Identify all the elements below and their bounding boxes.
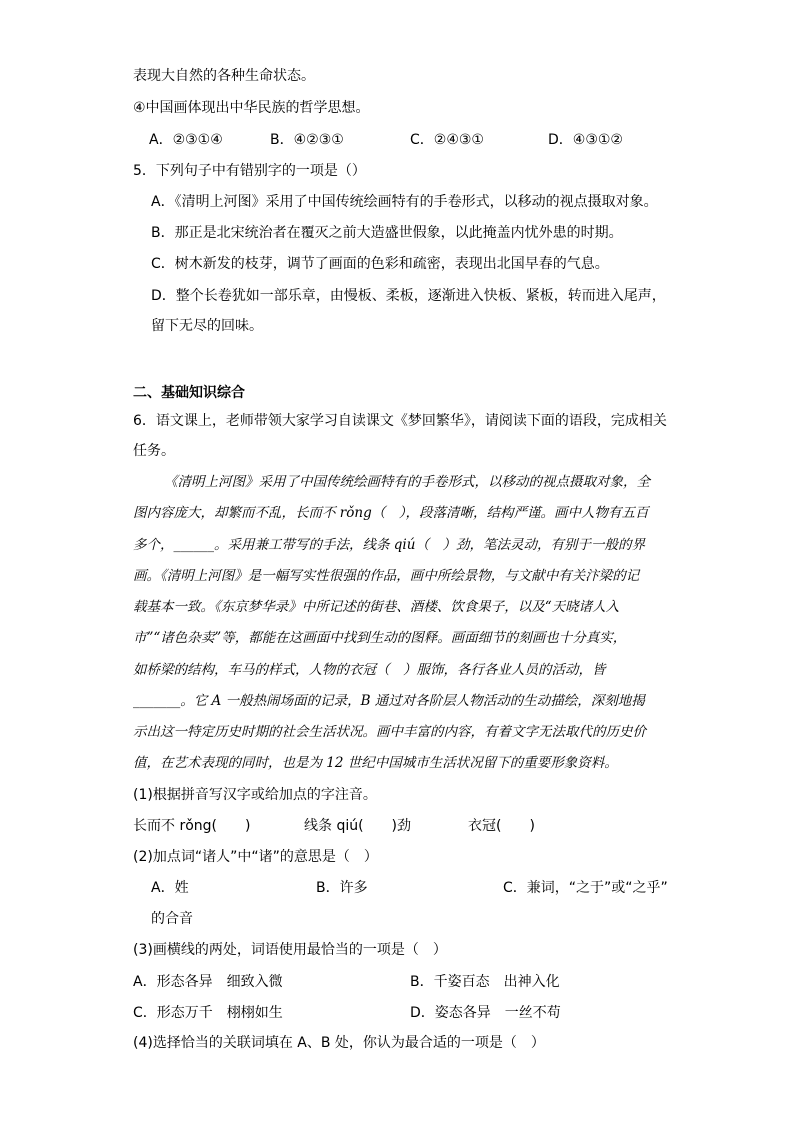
subquestion-2-option-c-continued: 的合音: [151, 911, 193, 927]
question-5-option-d-continued: 留下无尽的回味。: [151, 318, 263, 334]
passage-line: 示出这一特定历史时期的社会生活状况。画中丰富的内容，有着文字无法取代的历史价: [133, 724, 646, 740]
passage-line: 值，在艺术表现的同时，也是为 12 世纪中国城市生活状况留下的重要形象资料。: [133, 755, 618, 771]
subquestion-4: (4)选择恰当的关联词填在 A、B 处，你认为最合适的一项是（ ）: [133, 1035, 545, 1051]
passage-line: 载基本一致。《东京梦华录》中所记述的街巷、酒楼、饮食果子，以及“天晓诸人入: [133, 599, 620, 615]
subquestion-3-option-c: C．形态万千 栩栩如生: [133, 1005, 283, 1021]
pinyin-item: 线条 qiú( )劲: [304, 818, 412, 834]
passage-line: _______。它 A 一般热闹场面的记录，B 通过对各阶层人物活动的生动描绘，深刻地揭: [133, 693, 645, 709]
continued-text-line: ④中国画体现出中华民族的哲学思想。: [133, 100, 370, 116]
question-5-option-b: B．那正是北宋统治者在覆灭之前大造盛世假象，以此掩盖内忧外患的时期。: [151, 225, 623, 241]
passage-line: 《清明上河图》采用了中国传统绘画特有的手卷形式，以移动的视点摄取对象，全: [164, 474, 650, 490]
subquestion-3-option-b: B．千姿百态 出神入化: [410, 974, 560, 990]
subquestion-1: (1)根据拼音写汉字或给加点的字注音。: [133, 787, 377, 803]
passage-line: 如桥梁的结构，车马的样式，人物的衣冠（ ）服饰，各行各业人员的活动，皆: [133, 662, 606, 678]
option-a: A．②③①④: [149, 132, 223, 148]
question-6-stem: 6．语文课上，老师带领大家学习自读课文《梦回繁华》，请阅读下面的语段，完成相关: [133, 413, 667, 429]
subquestion-2: (2)加点词“诸人”中“诸”的意思是（ ）: [133, 849, 378, 865]
pinyin-item: 长而不 rǒng( ): [133, 818, 251, 834]
subquestion-2-option-b: B．许多: [316, 880, 368, 896]
subquestion-3-option-a: A．形态各异 细致入微: [133, 974, 283, 990]
passage-line: 多个，______。采用兼工带写的手法，线条 qiú（ ）劲，笔法灵动，有别于一般的界: [133, 537, 645, 553]
passage-line: 市”“诸色杂卖”等，都能在这画面中找到生动的图释。画面细节的刻画也十分真实，: [133, 630, 627, 646]
option-b: B．④②③①: [270, 132, 344, 148]
continued-text-line: 表现大自然的各种生命状态。: [133, 68, 315, 84]
passage-line: 图内容庞大，却繁而不乱，长而不 rǒng（ ），段落清晰，结构严谨。画中人物有五百: [133, 505, 649, 521]
question-6-stem-continued: 任务。: [133, 443, 175, 459]
pinyin-item: 衣冠( ): [468, 818, 535, 834]
question-5-option-d: D．整个长卷犹如一部乐章，由慢板、柔板，逐渐进入快板、紧板，转而进入尾声，: [151, 288, 666, 304]
passage-line: 画。《清明上河图》是一幅写实性很强的作品，画中所绘景物，与文献中有关汴梁的记: [133, 568, 640, 584]
subquestion-3: (3)画横线的两处，词语使用最恰当的一项是（ ）: [133, 942, 447, 958]
subquestion-3-option-d: D．姿态各异 一丝不苟: [410, 1005, 561, 1021]
question-5-option-a: A．《清明上河图》采用了中国传统绘画特有的手卷形式，以移动的视点摄取对象。: [151, 194, 658, 210]
question-5-stem: 5．下列句子中有错别字的一项是（）: [133, 163, 366, 179]
subquestion-2-option-a: A．姓: [151, 880, 189, 896]
option-d: D．④③①②: [548, 132, 623, 148]
question-5-option-c: C．树木新发的枝芽，调节了画面的色彩和疏密，表现出北国早春的气息。: [151, 256, 609, 272]
section-heading: 二、基础知识综合: [133, 385, 245, 401]
subquestion-2-option-c: C．兼词，“之于”或“之乎”: [503, 880, 668, 896]
option-c: C．②④③①: [410, 132, 484, 148]
